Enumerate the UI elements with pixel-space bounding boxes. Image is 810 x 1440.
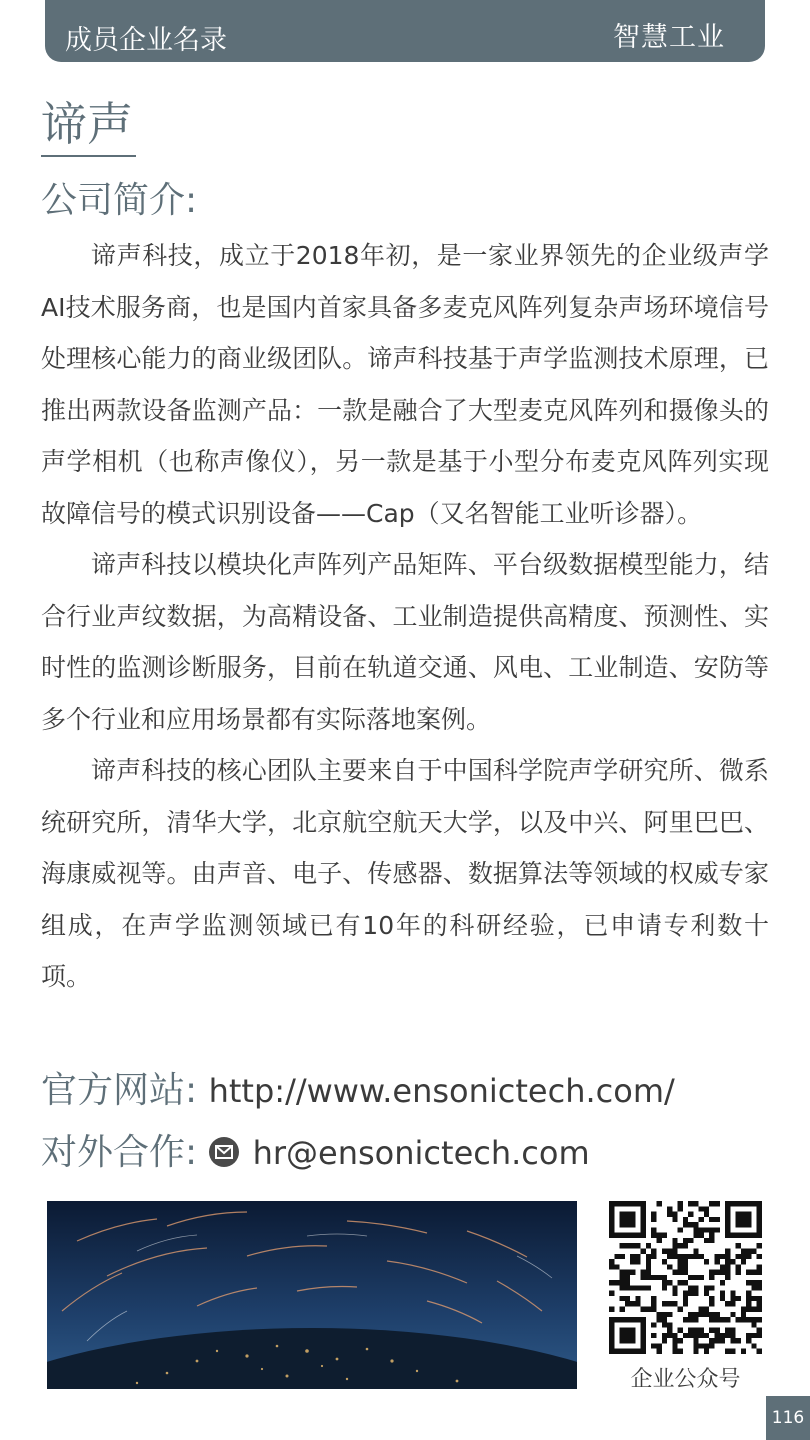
- email-link[interactable]: hr@ensonictech.com: [252, 1134, 590, 1172]
- qr-label: 企业公众号: [630, 1367, 741, 1392]
- website-row: [41, 1062, 675, 1113]
- intro-title: 公司简介:: [41, 180, 198, 221]
- mail-icon: [209, 1137, 239, 1167]
- company-name: 谛声: [41, 97, 133, 151]
- page-number: 116: [766, 1396, 810, 1440]
- header-category-label: 智慧工业: [613, 22, 725, 53]
- intro-body: [41, 230, 769, 1003]
- intro-paragraph: 谛声科技，成立于2018年初，是一家业界领先的企业级声学AI技术服务商，也是国内首家具备多麦克风阵列复杂声场环境信号处理核心能力的商业级团队。谛声科技基于声学监测技术原理，已推出两款设备监测产品：一款是融合了大型麦克风阵列和摄像头的声学相机（也称声像仪），另一款是基于小型分布麦克风阵列实现故障信号的模式识别设备——Cap（又名智能工业听诊器）。: [41, 241, 769, 528]
- intro-paragraph: 谛声科技的核心团队主要来自于中国科学院声学研究所、微系统研究所，清华大学，北京航空航天大学，以及中兴、阿里巴巴、海康威视等。由声音、电子、传感器、数据算法等领域的权威专家组成，在声学监测领域已有10年的科研经验，已申请专利数十项。: [41, 756, 769, 991]
- website-link[interactable]: http://www.ensonictech.com/: [208, 1072, 675, 1110]
- website-label: 官方网站:: [41, 1070, 198, 1111]
- page-header: [45, 0, 765, 62]
- header-section-label: 成员企业名录: [65, 25, 227, 56]
- qr-code: [609, 1201, 762, 1354]
- earth-night-photo: [47, 1201, 577, 1389]
- cooperation-row: [41, 1124, 590, 1175]
- intro-paragraph: 谛声科技以模块化声阵列产品矩阵、平台级数据模型能力，结合行业声纹数据，为高精设备、工业制造提供高精度、预测性、实时性的监测诊断服务，目前在轨道交通、风电、工业制造、安防等多个行业和应用场景都有实际落地案例。: [41, 550, 769, 734]
- title-underline: [41, 155, 136, 157]
- cooperation-label: 对外合作:: [41, 1132, 198, 1173]
